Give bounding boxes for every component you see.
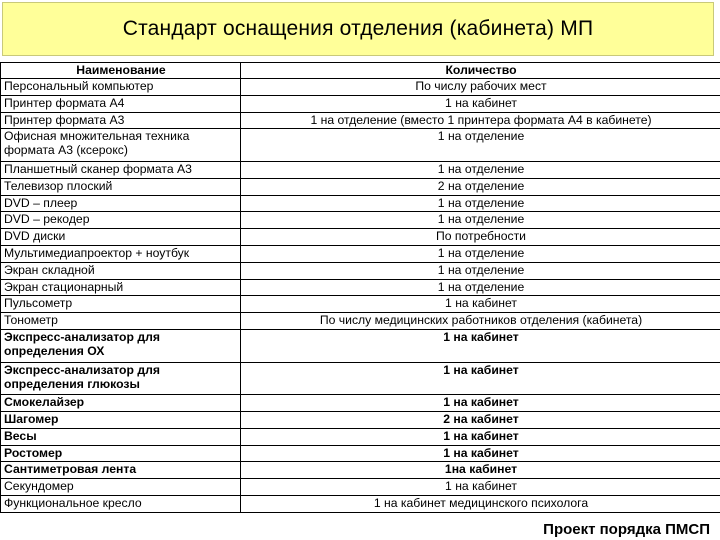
table-row [1,462,720,479]
table-row [1,95,720,112]
header-quantity: Количество [241,63,720,79]
item-name: Функциональное кресло [1,495,241,512]
item-quantity: 1 на кабинет [241,296,720,313]
table-row [1,362,720,395]
item-name: DVD – плеер [1,195,241,212]
table-header-row [1,63,720,79]
item-quantity: 1на кабинет [241,462,720,479]
item-quantity: 1 на отделение [241,212,720,229]
item-name: Секундомер [1,479,241,496]
item-name: Мультимедиапроектор + ноутбук [1,245,241,262]
item-quantity: 1 на отделение [241,129,720,162]
item-quantity: 1 на отделение [241,262,720,279]
header-name: Наименование [1,63,241,79]
item-name: Телевизор плоский [1,178,241,195]
table-row [1,428,720,445]
item-quantity: 1 на кабинет медицинского психолога [241,495,720,512]
item-name: Смокелайзер [1,395,241,412]
table-row [1,279,720,296]
page-title: Стандарт оснащения отделения (кабинета) МП [122,17,594,40]
item-name: Ростомер [1,445,241,462]
item-quantity: 1 на отделение [241,279,720,296]
item-quantity: 1 на кабинет [241,95,720,112]
table-row [1,79,720,96]
table-row [1,495,720,512]
table-row [1,262,720,279]
item-quantity: По числу рабочих мест [241,79,720,96]
item-name: Весы [1,428,241,445]
item-name: Экспресс-анализатор для определения ОХ [1,329,241,362]
table-row [1,112,720,129]
item-name: Экран складной [1,262,241,279]
table-row [1,395,720,412]
item-name: Экспресс-анализатор для определения глюкозы [1,362,241,395]
item-quantity: 1 на отделение [241,245,720,262]
item-quantity: По потребности [241,229,720,246]
item-quantity: 2 на отделение [241,178,720,195]
equipment-table [0,62,720,513]
table-row [1,479,720,496]
table-row [1,161,720,178]
table-row [1,329,720,362]
item-name: Принтер формата А3 [1,112,241,129]
table-row [1,296,720,313]
item-quantity: 1 на кабинет [241,428,720,445]
item-quantity: По числу медицинских работников отделения (кабинета) [241,313,720,330]
table-row [1,445,720,462]
item-quantity: 2 на кабинет [241,411,720,428]
item-quantity: 1 на кабинет [241,479,720,496]
item-quantity: 1 на отделение [241,195,720,212]
item-name: Пульсометр [1,296,241,313]
item-quantity: 1 на отделение [241,161,720,178]
table-row [1,411,720,428]
table-row [1,129,720,162]
item-quantity: 1 на кабинет [241,395,720,412]
table-row [1,245,720,262]
item-name: Персональный компьютер [1,79,241,96]
item-name: Планшетный сканер формата А3 [1,161,241,178]
item-name: DVD – рекодер [1,212,241,229]
item-quantity: 1 на отделение (вместо 1 принтера формата А4 в кабинете) [241,112,720,129]
item-name: Офисная множительная техника формата А3 (ксерокс) [1,129,241,162]
item-quantity: 1 на кабинет [241,329,720,362]
item-name: Сантиметровая лента [1,462,241,479]
item-name: Тонометр [1,313,241,330]
item-name: Экран стационарный [1,279,241,296]
table-row [1,229,720,246]
table-row [1,313,720,330]
item-quantity: 1 на кабинет [241,445,720,462]
table-row [1,195,720,212]
item-name: Шагомер [1,411,241,428]
table-row [1,212,720,229]
title-banner [2,2,714,56]
item-quantity: 1 на кабинет [241,362,720,395]
item-name: Принтер формата А4 [1,95,241,112]
table-row [1,178,720,195]
item-name: DVD диски [1,229,241,246]
footer-note: Проект порядка ПМСП [543,521,710,538]
